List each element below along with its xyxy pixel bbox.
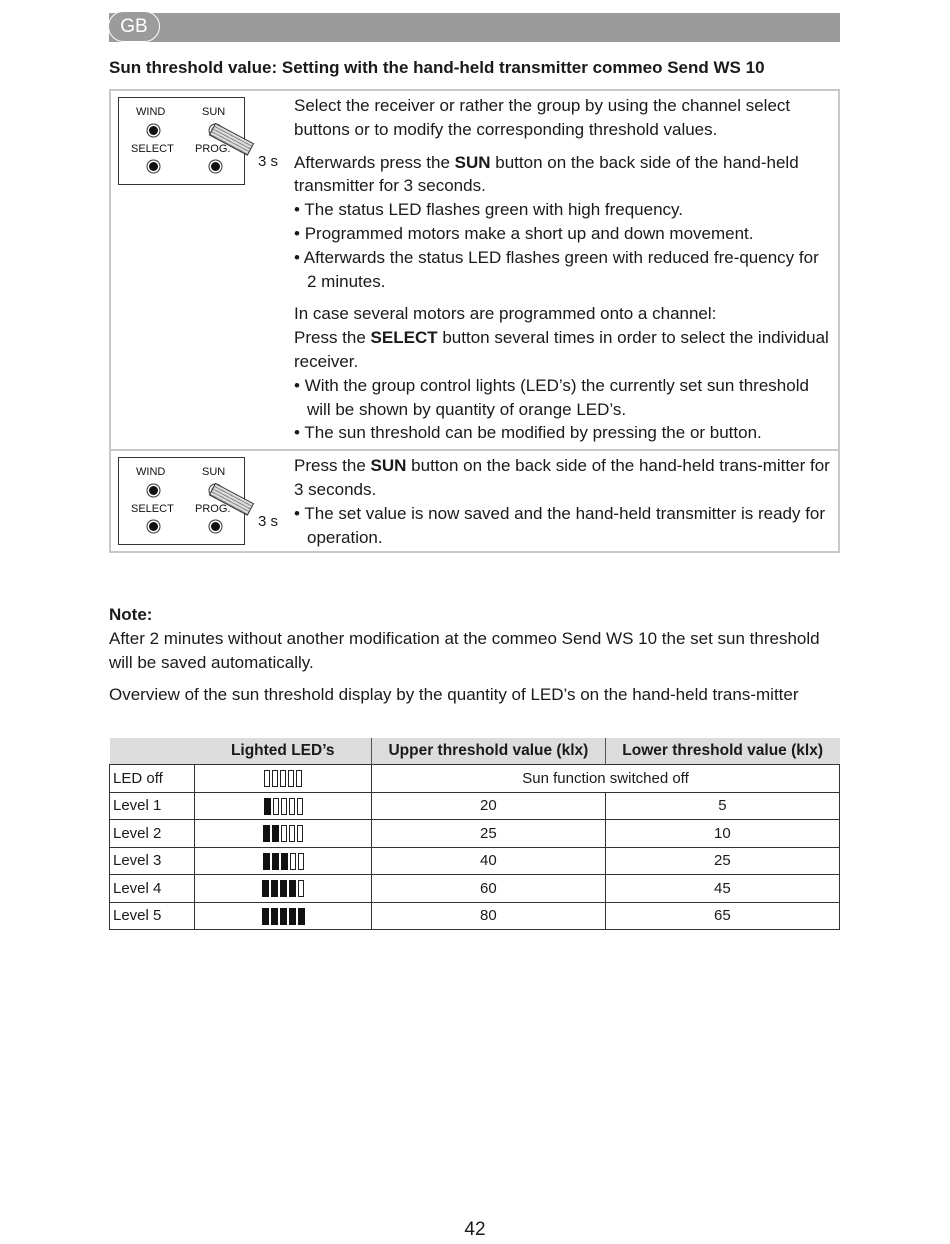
led-lit-icon xyxy=(272,853,279,870)
table-header-row xyxy=(110,738,840,765)
lower-threshold: 5 xyxy=(605,792,839,820)
led-lit-icon xyxy=(280,880,287,897)
table-row xyxy=(110,847,840,875)
step-2-text xyxy=(293,451,838,551)
note-text: After 2 minutes without another modification at the commeo Send WS 10 the set sun threshold will be saved automatically. xyxy=(109,629,820,672)
led-unlit-icon xyxy=(272,770,278,787)
led-unlit-icon xyxy=(281,825,287,842)
table-row xyxy=(110,792,840,820)
upper-threshold: 80 xyxy=(372,902,606,930)
remote-figure xyxy=(111,451,293,551)
led-unlit-icon xyxy=(290,853,296,870)
wind-label: WIND xyxy=(136,106,166,118)
page-number: 42 xyxy=(464,1219,486,1240)
led-unlit-icon xyxy=(273,798,279,815)
wind-button-icon xyxy=(149,486,158,495)
led-threshold-table xyxy=(109,738,840,930)
upper-threshold: 60 xyxy=(372,875,606,903)
upper-threshold: 20 xyxy=(372,792,606,820)
prog-button-icon xyxy=(211,522,220,531)
prog-label: PROG. xyxy=(195,503,231,516)
select-label: SELECT xyxy=(131,503,174,516)
step-2 xyxy=(111,451,838,551)
level-label: Level 2 xyxy=(110,820,195,848)
led-unlit-icon xyxy=(288,770,294,787)
table-row xyxy=(110,902,840,930)
level-label: Level 5 xyxy=(110,902,195,930)
led-unlit-icon xyxy=(264,770,270,787)
led-lit-icon xyxy=(263,825,270,842)
led-unlit-icon xyxy=(297,798,303,815)
led-unlit-icon xyxy=(298,880,304,897)
bullet: • Afterwards the status LED flashes green with reduced fre-quency for 2 minutes. xyxy=(294,247,819,291)
level-label: LED off xyxy=(110,765,195,793)
led-indicator xyxy=(195,792,372,820)
table-row xyxy=(110,765,840,793)
led-lit-icon xyxy=(262,880,269,897)
led-lit-icon xyxy=(272,825,279,842)
led-lit-icon xyxy=(281,853,288,870)
instruction-select-receiver: Select the receiver or rather the group by using the channel select buttons or to modify the corresponding threshold values. xyxy=(294,96,791,139)
led-unlit-icon xyxy=(289,825,295,842)
lower-threshold: 10 xyxy=(605,820,839,848)
prog-label: PROG. xyxy=(195,143,231,155)
instruction-press-sun: Afterwards press the SUN button on the back side of the hand-held transmitter for 3 seconds. xyxy=(294,152,799,196)
page-title: Sun threshold value: Setting with the hand-held transmitter commeo Send WS 10 xyxy=(109,58,765,77)
led-unlit-icon xyxy=(289,798,295,815)
led-lit-icon xyxy=(280,908,287,925)
column-header: Lighted LED’s xyxy=(195,738,372,765)
instruction-press-select: Press the SELECT button several times in order to select the individual receiver. xyxy=(294,328,829,371)
select-button-icon xyxy=(149,162,158,171)
remote-figure xyxy=(111,91,293,449)
instruction-press-sun: Press the SUN button on the back side of the hand-held trans-mitter for 3 seconds. xyxy=(294,456,830,499)
level-label: Level 3 xyxy=(110,847,195,875)
led-unlit-icon xyxy=(297,825,303,842)
led-lit-icon xyxy=(298,908,305,925)
wind-button-icon xyxy=(149,126,158,135)
column-header xyxy=(110,738,195,765)
led-indicator xyxy=(195,902,372,930)
column-header: Lower threshold value (klx) xyxy=(605,738,839,765)
led-indicator xyxy=(195,765,372,793)
lower-threshold: 45 xyxy=(605,875,839,903)
level-label: Level 4 xyxy=(110,875,195,903)
sun-label: SUN xyxy=(202,466,226,479)
table-row xyxy=(110,875,840,903)
header-bar xyxy=(109,13,840,42)
led-unlit-icon xyxy=(296,770,302,787)
lower-threshold: 25 xyxy=(605,847,839,875)
led-lit-icon xyxy=(271,880,278,897)
led-unlit-icon xyxy=(298,853,304,870)
level-label: Level 1 xyxy=(110,792,195,820)
bullet: • The sun threshold can be modified by pressing the or button. xyxy=(294,423,762,443)
led-lit-icon xyxy=(289,908,296,925)
wind-label: WIND xyxy=(136,466,166,479)
led-unlit-icon xyxy=(280,770,286,787)
prog-button-icon xyxy=(211,162,220,171)
led-lit-icon xyxy=(264,798,271,815)
led-unlit-icon xyxy=(281,798,287,815)
led-indicator xyxy=(195,847,372,875)
sun-label: SUN xyxy=(202,106,226,118)
led-lit-icon xyxy=(262,908,269,925)
bullet: • The status LED flashes green with high frequency. xyxy=(294,200,683,220)
led-lit-icon xyxy=(271,908,278,925)
bullet: • The set value is now saved and the hand-held transmitter is ready for operation. xyxy=(294,503,826,547)
note-heading: Note: xyxy=(109,605,153,624)
multi-motor-intro: In case several motors are programmed onto a channel: xyxy=(294,304,717,324)
step-1 xyxy=(111,91,838,451)
column-header: Upper threshold value (klx) xyxy=(372,738,606,765)
bullet: • With the group control lights (LED’s) the currently set sun threshold will be shown by quantity of orange LED’s. xyxy=(294,375,809,419)
step-1-text xyxy=(293,91,838,449)
upper-threshold: 40 xyxy=(372,847,606,875)
led-indicator xyxy=(195,875,372,903)
led-lit-icon xyxy=(263,853,270,870)
duration-label: 3 s xyxy=(258,153,279,170)
table-row xyxy=(110,820,840,848)
select-button-icon xyxy=(149,522,158,531)
steps-box xyxy=(109,89,840,553)
overview-text: Overview of the sun threshold display by the quantity of LED’s on the hand-held trans-mitter xyxy=(109,685,799,704)
bullet: • Programmed motors make a short up and down movement. xyxy=(294,223,754,243)
upper-threshold: 25 xyxy=(372,820,606,848)
led-lit-icon xyxy=(289,880,296,897)
led-indicator xyxy=(195,820,372,848)
select-label: SELECT xyxy=(131,143,174,155)
language-badge: GB xyxy=(108,11,160,42)
merged-cell: Sun function switched off xyxy=(372,765,840,793)
lower-threshold: 65 xyxy=(605,902,839,930)
duration-label: 3 s xyxy=(258,513,279,531)
